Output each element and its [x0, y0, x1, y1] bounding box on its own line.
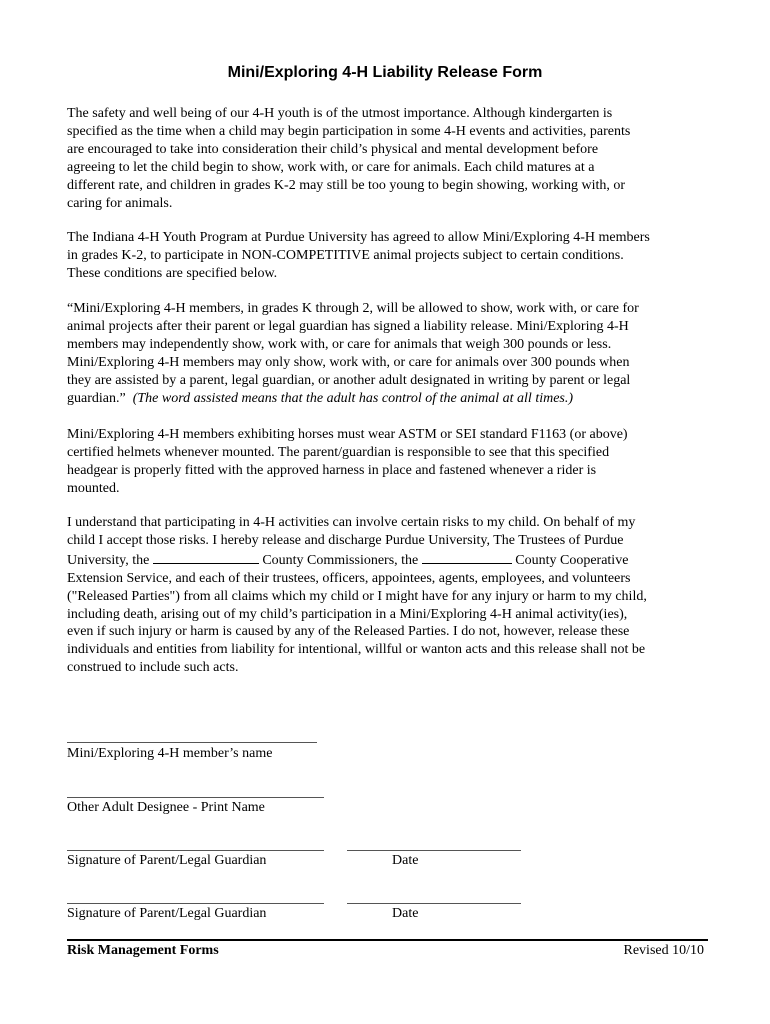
text-fragment: County Commissioners, the: [262, 552, 419, 568]
text-line: certified helmets whenever mounted. The parent/guardian is responsible to see that this specified: [67, 444, 610, 460]
release-paragraph: [67, 514, 707, 677]
footer-divider: [67, 939, 708, 941]
text-line: [67, 390, 707, 408]
footer-left-text: Risk Management Forms: [67, 943, 219, 958]
text-line: animal projects after their parent or legal guardian has signed a liability release. Mini/Exploring 4-H: [67, 318, 629, 334]
text-line: I understand that participating in 4-H activities can involve certain risks to my child. On behalf of my: [67, 515, 636, 530]
conditions-paragraph: [67, 300, 707, 407]
text-line: ("Released Parties") from all claims which my child or I might have for any injury or harm to my child,: [67, 588, 647, 604]
text-line: they are assisted by a parent, legal guardian, or another adult designated in writing by parent or legal: [67, 372, 631, 388]
page-title: Mini/Exploring 4-H Liability Release Form: [227, 64, 543, 81]
text-line: agreeing to let the child begin to show, work with, or care for animals. Each child matures at a: [67, 159, 595, 175]
text-line: Mini/Exploring 4-H members may only show, work with, or care for animals over 300 pounds when: [67, 354, 630, 370]
guardian-signature-label-1: Signature of Parent/Legal Guardian: [67, 853, 267, 868]
date-line-2[interactable]: [347, 903, 521, 904]
member-name-label: Mini/Exploring 4-H member’s name: [67, 746, 273, 761]
county-blank-2[interactable]: [422, 550, 512, 564]
adult-designee-label: Other Adult Designee - Print Name: [67, 800, 265, 815]
text-line: including death, arising out of my child’s participation in a Mini/Exploring 4-H animal activity(ies),: [67, 606, 628, 622]
footer-revision: Revised 10/10: [623, 943, 704, 958]
text-line: caring for animals.: [67, 195, 173, 211]
guardian-signature-line-1[interactable]: [67, 850, 324, 851]
text-line-start: guardian.”: [67, 390, 126, 406]
text-line: headgear is properly fitted with the approved harness in place and fastened whenever a rider is: [67, 462, 597, 478]
text-line: in grades K-2, to participate in NON-COMPETITIVE animal projects subject to certain conditions.: [67, 247, 624, 263]
guardian-signature-label-2: Signature of Parent/Legal Guardian: [67, 906, 267, 921]
text-line: are encouraged to take into consideration their child’s physical and mental development before: [67, 141, 599, 157]
program-paragraph: [67, 229, 707, 283]
text-line: mounted.: [67, 480, 120, 496]
text-line: different rate, and children in grades K-2 may still be too young to begin showing, working with, or: [67, 177, 626, 193]
date-line-1[interactable]: [347, 850, 521, 851]
text-line: specified as the time when a child may begin participation in some 4-H events and activities, parents: [67, 123, 631, 139]
date-label-1: Date: [392, 853, 419, 868]
guardian-signature-line-2[interactable]: [67, 903, 324, 904]
text-line: child I accept those risks. I hereby release and discharge Purdue University, The Trustees of Purdue: [67, 532, 624, 548]
county-blank-1[interactable]: [153, 550, 259, 564]
text-line: construed to include such acts.: [67, 660, 239, 676]
date-label-2: Date: [392, 906, 419, 921]
text-line: These conditions are specified below.: [67, 265, 278, 281]
member-name-line[interactable]: [67, 742, 317, 743]
helmet-paragraph: [67, 426, 707, 498]
text-line: individuals and entities from liability for intentional, willful or wanton acts and this release shall not be: [67, 642, 646, 658]
text-line: members may independently show, work with, or care for animals that weigh 300 pounds or less.: [67, 336, 612, 352]
text-line: Mini/Exploring 4-H members exhibiting horses must wear ASTM or SEI standard F1163 (or above): [67, 427, 628, 442]
assisted-note: (The word assisted means that the adult has control of the animal at all times.): [132, 390, 574, 406]
text-line: “Mini/Exploring 4-H members, in grades K through 2, will be allowed to show, work with, or care for: [67, 301, 639, 316]
text-line: [67, 550, 707, 570]
text-line: The Indiana 4-H Youth Program at Purdue University has agreed to allow Mini/Exploring 4-H members: [67, 230, 650, 245]
adult-designee-line[interactable]: [67, 797, 324, 798]
intro-paragraph: [67, 105, 707, 212]
text-line: Extension Service, and each of their trustees, officers, appointees, agents, employees, and volunteers: [67, 570, 631, 586]
text-line: The safety and well being of our 4-H youth is of the utmost importance. Although kindergarten is: [67, 106, 613, 121]
text-line: even if such injury or harm is caused by any of the Released Parties. I do not, however, release these: [67, 624, 630, 640]
text-fragment: University, the: [67, 552, 150, 568]
text-fragment: County Cooperative: [515, 552, 629, 568]
